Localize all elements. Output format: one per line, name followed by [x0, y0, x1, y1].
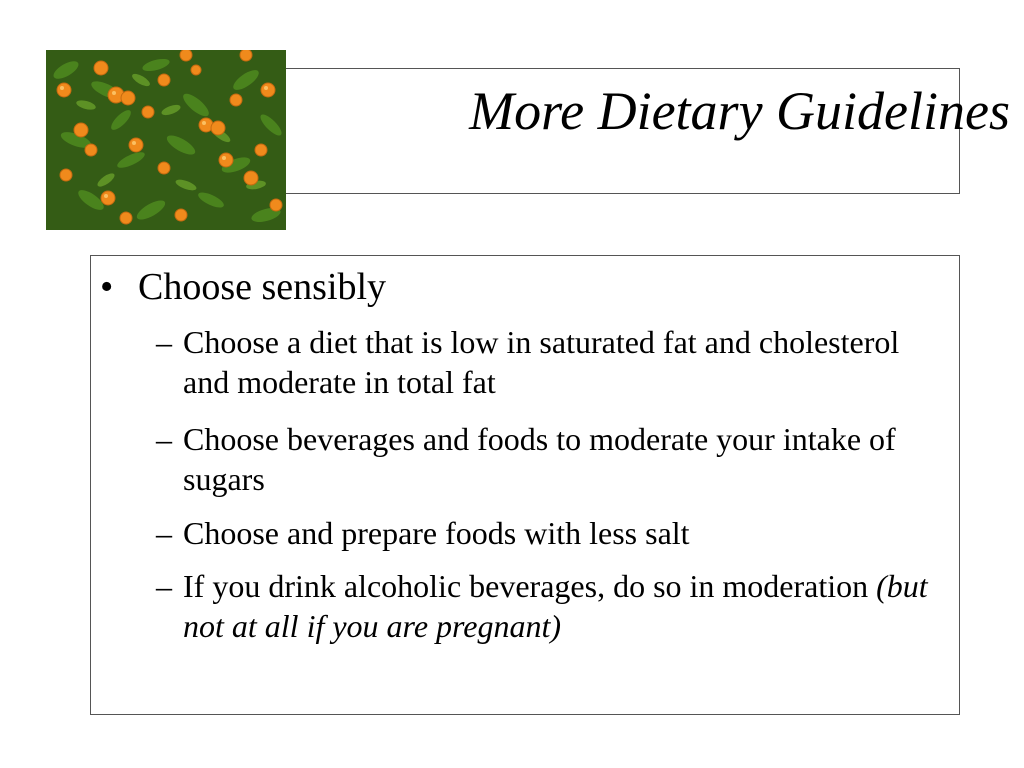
orange-tree-photo-icon [46, 50, 286, 230]
sub-bullet-text: If you drink alcoholic beverages, do so in moderation [183, 568, 877, 604]
sub-bullet-text: Choose beverages and foods to moderate your intake of sugars [183, 421, 896, 497]
sub-bullet-text: Choose a diet that is low in saturated fat and cholesterol and moderate in total fat [183, 324, 900, 400]
sub-bullet-marker: – [156, 421, 172, 457]
sub-bullet-item [148, 419, 938, 499]
bullet-text: Choose sensibly [138, 266, 387, 308]
sub-bullet-marker: – [156, 515, 172, 551]
bullet-item [100, 265, 386, 309]
bullet-marker: • [100, 266, 114, 308]
sub-bullet-item [148, 513, 938, 553]
sub-bullet-marker: – [156, 324, 172, 360]
slide-title: More Dietary Guidelines [469, 81, 1010, 141]
sub-bullet-item [148, 566, 938, 646]
sub-bullet-text: Choose and prepare foods with less salt [183, 515, 690, 551]
sub-bullet-item [148, 322, 938, 402]
sub-bullet-italic-text: (but not at all if you are pregnant) [183, 568, 928, 644]
sub-bullet-marker: – [156, 568, 172, 604]
